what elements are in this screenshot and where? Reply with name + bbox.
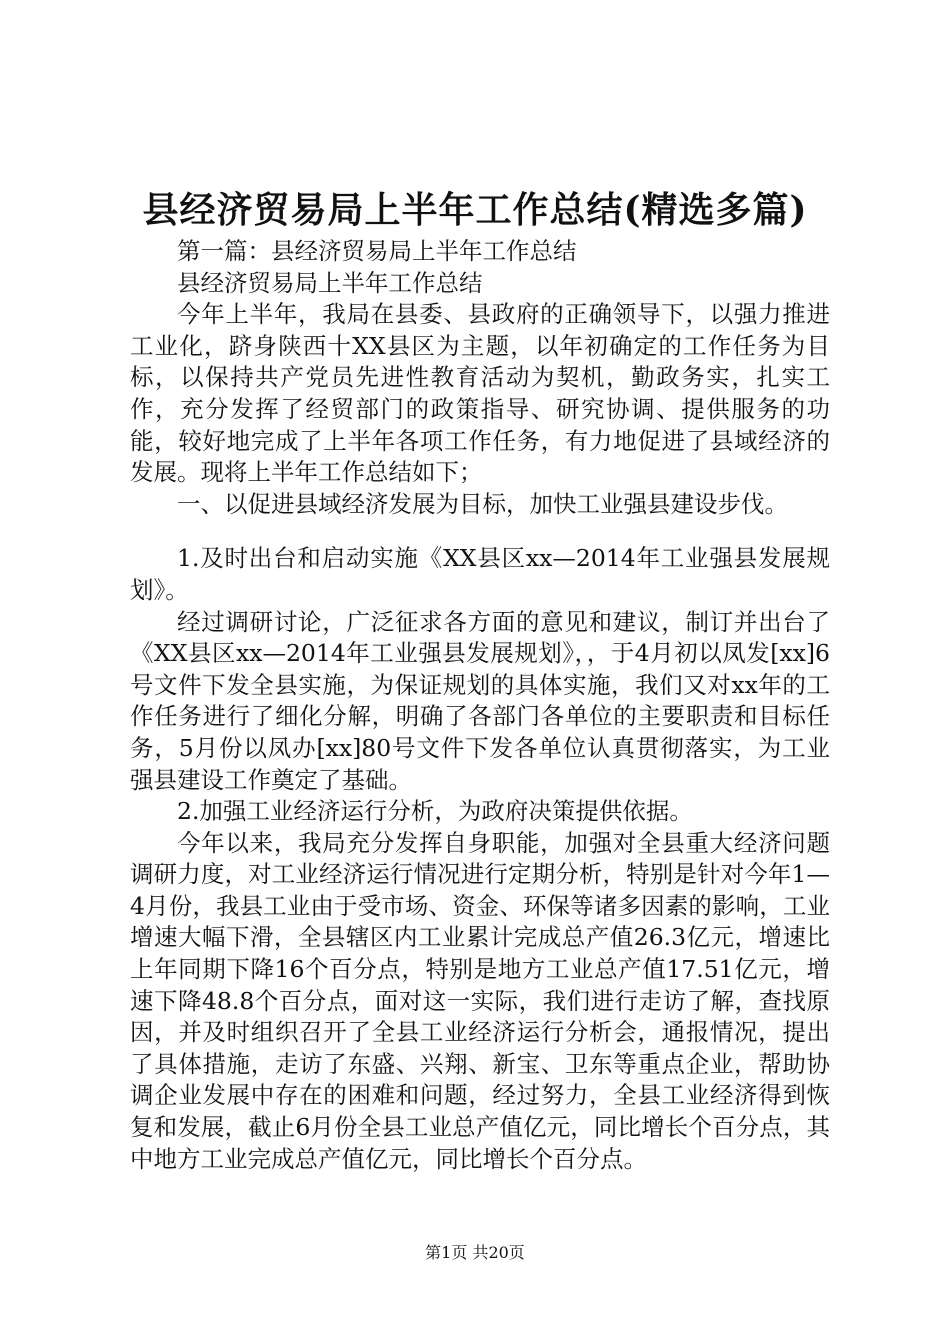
item-two-heading: 2.加强工业经济运行分析，为政府决策提供依据。 [177, 797, 693, 826]
subtitle: 县经济贸易局上半年工作总结 [177, 268, 483, 297]
intro-paragraph: 今年上半年，我局在县委、县政府的正确领导下，以强力推进工业化，跻身陕西十XX县区为主题，以年初确定的工作任务为目标，以保持共产党员先进性教育活动为契机，勤政务实，扎实工作，充分发挥了经贸部门的政策指导、研究协调、提供服务的功能，较好地完成了上半年各项工作任务，有力地促进了县域经济的发展。现将上半年工作总结如下； [130, 300, 830, 487]
document-body [130, 236, 830, 1175]
page-footer: 第1页 共20页 [425, 1243, 525, 1262]
document-title: 县经济贸易局上半年工作总结(精选多篇) [142, 189, 808, 231]
item-two-paragraph: 今年以来，我局充分发挥自身职能，加强对全县重大经济问题调研力度，对工业经济运行情况进行定期分析，特别是针对今年1—4月份，我县工业由于受市场、资金、环保等诸多因素的影响，工业增速大幅下滑，全县辖区内工业累计完成总产值26.3亿元，增速比上年同期下降16个百分点，特别是地方工业总产值17.51亿元，增速下降48.8个百分点，面对这一实际，我们进行走访了解，查找原因，并及时组织召开了全县工业经济运行分析会，通报情况，提出了具体措施，走访了东盛、兴翔、新宝、卫东等重点企业，帮助协调企业发展中存在的困难和问题，经过努力，全县工业经济得到恢复和发展，截止6月份全县工业总产值亿元，同比增长个百分点，其中地方工业完成总产值亿元，同比增长个百分点。 [130, 828, 830, 1173]
section-heading: 第一篇：县经济贸易局上半年工作总结 [177, 237, 577, 265]
part-one-heading: 一、以促进县域经济发展为目标，加快工业强县建设步伐。 [177, 489, 788, 518]
item-one-paragraph: 经过调研讨论，广泛征求各方面的意见和建议，制订并出台了《XX县区xx—2014年工业强县发展规划》，，于4月初以凤发[xx]6号文件下发全县实施，为保证规划的具体实施，我们又对xx年的工作任务进行了细化分解，明确了各部门各单位的主要职责和目标任务，5月份以凤办[xx]80号文件下发各单位认真贯彻落实，为工业强县建设工作奠定了基础。 [130, 607, 830, 794]
item-one-heading: 1.及时出台和启动实施《XX县区xx—2014年工业强县发展规划》。 [130, 544, 830, 604]
